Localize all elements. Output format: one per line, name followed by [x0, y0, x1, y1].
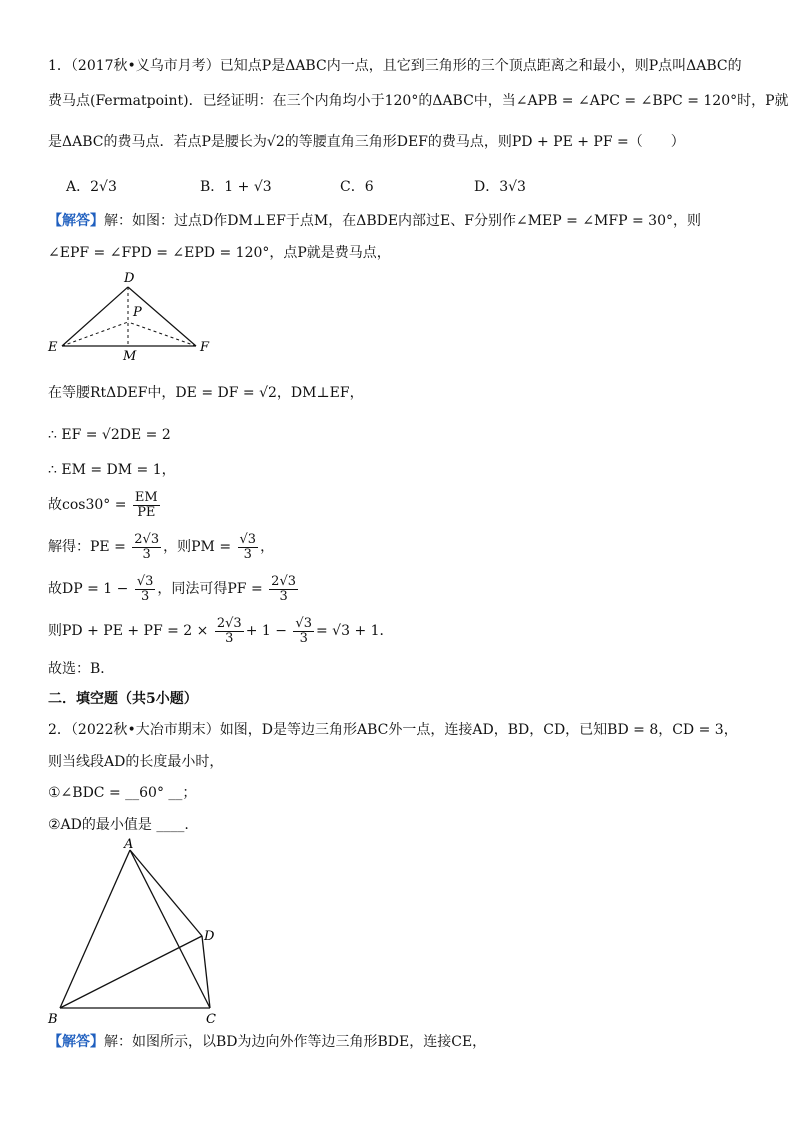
fraction: $\frac{√3}{3}$ — [239, 531, 257, 562]
answer-tag: 【解答】 — [48, 213, 104, 229]
answer-tag: 【解答】 — [48, 1034, 104, 1050]
label-e: E — [48, 340, 58, 355]
label-a: A — [124, 837, 134, 852]
fraction: $\frac{2√3}{3}$ — [271, 573, 296, 604]
label-c: C — [206, 1012, 216, 1027]
fraction: $\frac{EM}{PE}$ — [134, 489, 158, 520]
a2-line1 — [48, 1033, 486, 1051]
q1-option-b: B．1 + √3 — [200, 179, 272, 195]
label-m: M — [123, 349, 137, 362]
q2-line1: 2．（2022秋•大冶市期末）如图，D是等边三角形ABC外一点，连接AD，BD，CD，已知BD = 8，CD = 3， — [48, 722, 738, 738]
label-f: F — [200, 340, 210, 355]
q1-number: 1．（2017秋•义乌市月考） — [48, 58, 220, 74]
q1-line3: 是ΔABC的费马点．若点P是腰长为√2的等腰直角三角形DEF的费马点，则PD + PE + PF =（ ） — [48, 134, 685, 150]
a1-step3: ∴ EM = DM = 1， — [48, 462, 176, 478]
a1-choice: 故选：B． — [48, 661, 115, 677]
a1-step7: 则PD + PE + PF = 2 × $\frac{2√3}{3}$ + 1 − $\frac{√3}{3}$ = √3 + 1． — [48, 615, 394, 646]
label-p: P — [133, 305, 142, 320]
q1-option-d: D．3√3 — [474, 179, 526, 195]
label-d: D — [124, 271, 135, 286]
fraction: $\frac{2√3}{3}$ — [134, 531, 160, 562]
a1-line1 — [48, 212, 701, 230]
q2-line2: 则当线段AD的长度最小时， — [48, 754, 224, 770]
q1-line1 — [48, 57, 742, 75]
a1-step1: 在等腰RtΔDEF中，DE = DF = √2，DM⊥EF， — [48, 385, 364, 401]
section-title: 二．填空题（共5小题） — [48, 691, 198, 707]
q2-part1: ①∠BDC = __60° __； — [48, 785, 197, 801]
q2-part2: ②AD的最小值是 ____. — [48, 817, 189, 833]
label-b: B — [48, 1012, 58, 1027]
label-d: D — [204, 929, 215, 944]
a1-line2: ∠EPF = ∠FPD = ∠EPD = 120°，点P就是费马点， — [48, 245, 391, 261]
fraction: $\frac{√3}{3}$ — [295, 615, 312, 646]
a1-step5: 解得：PE = $\frac{2√3}{3}$ ，则PM = $\frac{√3}{3}$ ， — [48, 531, 275, 562]
fraction: $\frac{2√3}{3}$ — [216, 615, 242, 646]
a1-text-line1: 解：如图：过点D作DM⊥EF于点M，在ΔBDE内部过E、F分别作∠MEP = ∠MFP = 30°，则 — [104, 213, 701, 229]
q1-option-c: C．6 — [340, 179, 374, 195]
a1-step2: ∴ EF = √2DE = 2 — [48, 427, 171, 443]
fraction: $\frac{√3}{3}$ — [136, 573, 154, 604]
a1-step4: 故cos30° = $\frac{EM}{PE}$ — [48, 489, 158, 520]
a2-text-line1: 解：如图所示，以BD为边向外作等边三角形BDE，连接CE， — [104, 1034, 487, 1050]
q1-text-line1: 已知点P是ΔABC内一点，且它到三角形的三个顶点距离之和最小，则P点叫ΔABC的 — [219, 58, 742, 74]
a1-step6: 故DP = 1 − $\frac{√3}{3}$ ，同法可得PF = $\frac{2√3}{3}$ — [48, 573, 296, 604]
q1-line2: 费马点(Fermatpoint)．已经证明：在三个内角均小于120°的ΔABC中，当∠APB = ∠APC = ∠BPC = 120°时，P就 — [48, 93, 789, 109]
triangle-def-figure — [44, 270, 224, 362]
q1-option-a: A．2√3 — [66, 179, 117, 195]
triangle-abc-figure — [40, 836, 230, 1028]
